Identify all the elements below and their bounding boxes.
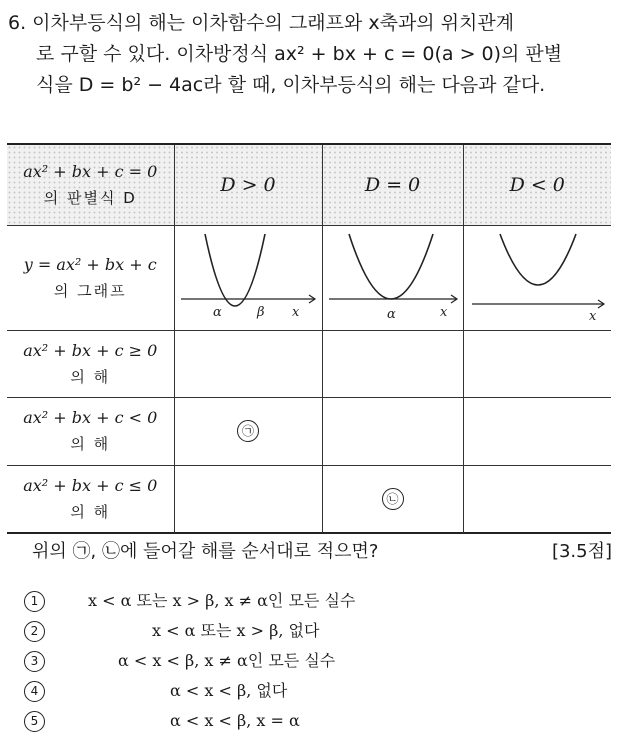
x-axis-label: x xyxy=(291,304,299,320)
answer-choices xyxy=(24,586,614,736)
corner-subtitle: 의 판별식 D xyxy=(43,188,137,207)
graph-row-expression: y = ax² + bx + c xyxy=(23,254,157,274)
column-header-d-zero: D = 0 xyxy=(322,145,463,225)
blank-marker-nieun: ㉡ xyxy=(382,488,404,510)
discriminant-table xyxy=(7,143,611,534)
choice-2[interactable] xyxy=(24,616,614,646)
inequality-subtitle: 의 해 xyxy=(70,503,111,522)
question-text: 위의 ㉠, ㉡에 들어갈 해를 순서대로 적으면? xyxy=(32,541,379,562)
graph-row-header xyxy=(7,225,174,330)
choice-text: α < x < β, 없다 xyxy=(170,681,288,700)
problem-line-2: 로 구할 수 있다. 이차방정식 ax² + bx + c = 0(a > 0)의 판별 xyxy=(36,43,563,65)
table-header-row xyxy=(7,145,611,225)
choice-text: α < x < β, x = α xyxy=(170,711,300,730)
solution-cell xyxy=(463,397,611,465)
solution-cell xyxy=(322,397,463,465)
column-header-d-negative: D < 0 xyxy=(463,145,611,225)
beta-label: β xyxy=(256,304,265,320)
choice-text: x < α 또는 x > β, x ≠ α인 모든 실수 xyxy=(88,591,356,610)
solution-cell xyxy=(174,397,322,465)
solution-cell xyxy=(463,330,611,397)
problem-statement xyxy=(8,8,628,101)
x-axis-label: x xyxy=(588,308,596,324)
solution-cell xyxy=(174,330,322,397)
corner-cell xyxy=(7,145,174,225)
alpha-label: α xyxy=(212,304,222,320)
question-prompt xyxy=(32,538,612,566)
choice-text: α < x < β, x ≠ α인 모든 실수 xyxy=(118,651,336,670)
alpha-label: α xyxy=(386,306,396,322)
table-row xyxy=(7,397,611,465)
inequality-expression: ax² + bx + c < 0 xyxy=(23,408,158,427)
graph-cell-d-negative xyxy=(463,225,611,330)
choice-1[interactable] xyxy=(24,586,614,616)
points-label: [3.5점] xyxy=(551,541,612,562)
choice-number: 1 xyxy=(24,591,45,612)
table-row xyxy=(7,465,611,533)
inequality-expression: ax² + bx + c ≥ 0 xyxy=(23,340,158,360)
choice-number: 2 xyxy=(24,621,45,642)
choice-number: 3 xyxy=(24,651,45,672)
table-row xyxy=(7,330,611,397)
inequality-expression: ax² + bx + c ≤ 0 xyxy=(23,476,158,496)
choice-number: 5 xyxy=(24,711,45,732)
choice-3[interactable] xyxy=(24,646,614,676)
solution-cell xyxy=(174,465,322,533)
inequality-row-header xyxy=(7,397,174,465)
graph-row-subtitle: 의 그래프 xyxy=(53,281,127,300)
solution-cell xyxy=(322,330,463,397)
inequality-row-header xyxy=(7,330,174,397)
choice-5[interactable] xyxy=(24,706,614,736)
solution-cell xyxy=(463,465,611,533)
choice-4[interactable] xyxy=(24,676,614,706)
parabola-two-roots-graph xyxy=(175,226,323,326)
blank-marker-giyeok: ㉠ xyxy=(237,420,259,442)
graph-cell-d-positive xyxy=(174,225,322,330)
inequality-subtitle: 의 해 xyxy=(70,367,111,386)
x-axis-label: x xyxy=(439,304,447,320)
inequality-subtitle: 의 해 xyxy=(70,435,111,453)
solution-cell xyxy=(322,465,463,533)
corner-expression: ax² + bx + c = 0 xyxy=(23,161,158,181)
problem-line-1: 6. 이차부등식의 해는 이차함수의 그래프와 x축과의 위치관계 xyxy=(8,12,515,34)
graph-cell-d-zero xyxy=(322,225,463,330)
parabola-one-root-graph xyxy=(323,226,464,326)
problem-line-3: 식을 D = b² − 4ac라 할 때, 이차부등식의 해는 다음과 같다. xyxy=(36,74,546,96)
inequality-row-header xyxy=(7,465,174,533)
parabola-no-root-graph xyxy=(464,226,612,326)
column-header-d-positive: D > 0 xyxy=(174,145,322,225)
choice-number: 4 xyxy=(24,681,45,702)
graph-row xyxy=(7,225,611,330)
choice-text: x < α 또는 x > β, 없다 xyxy=(152,621,320,640)
